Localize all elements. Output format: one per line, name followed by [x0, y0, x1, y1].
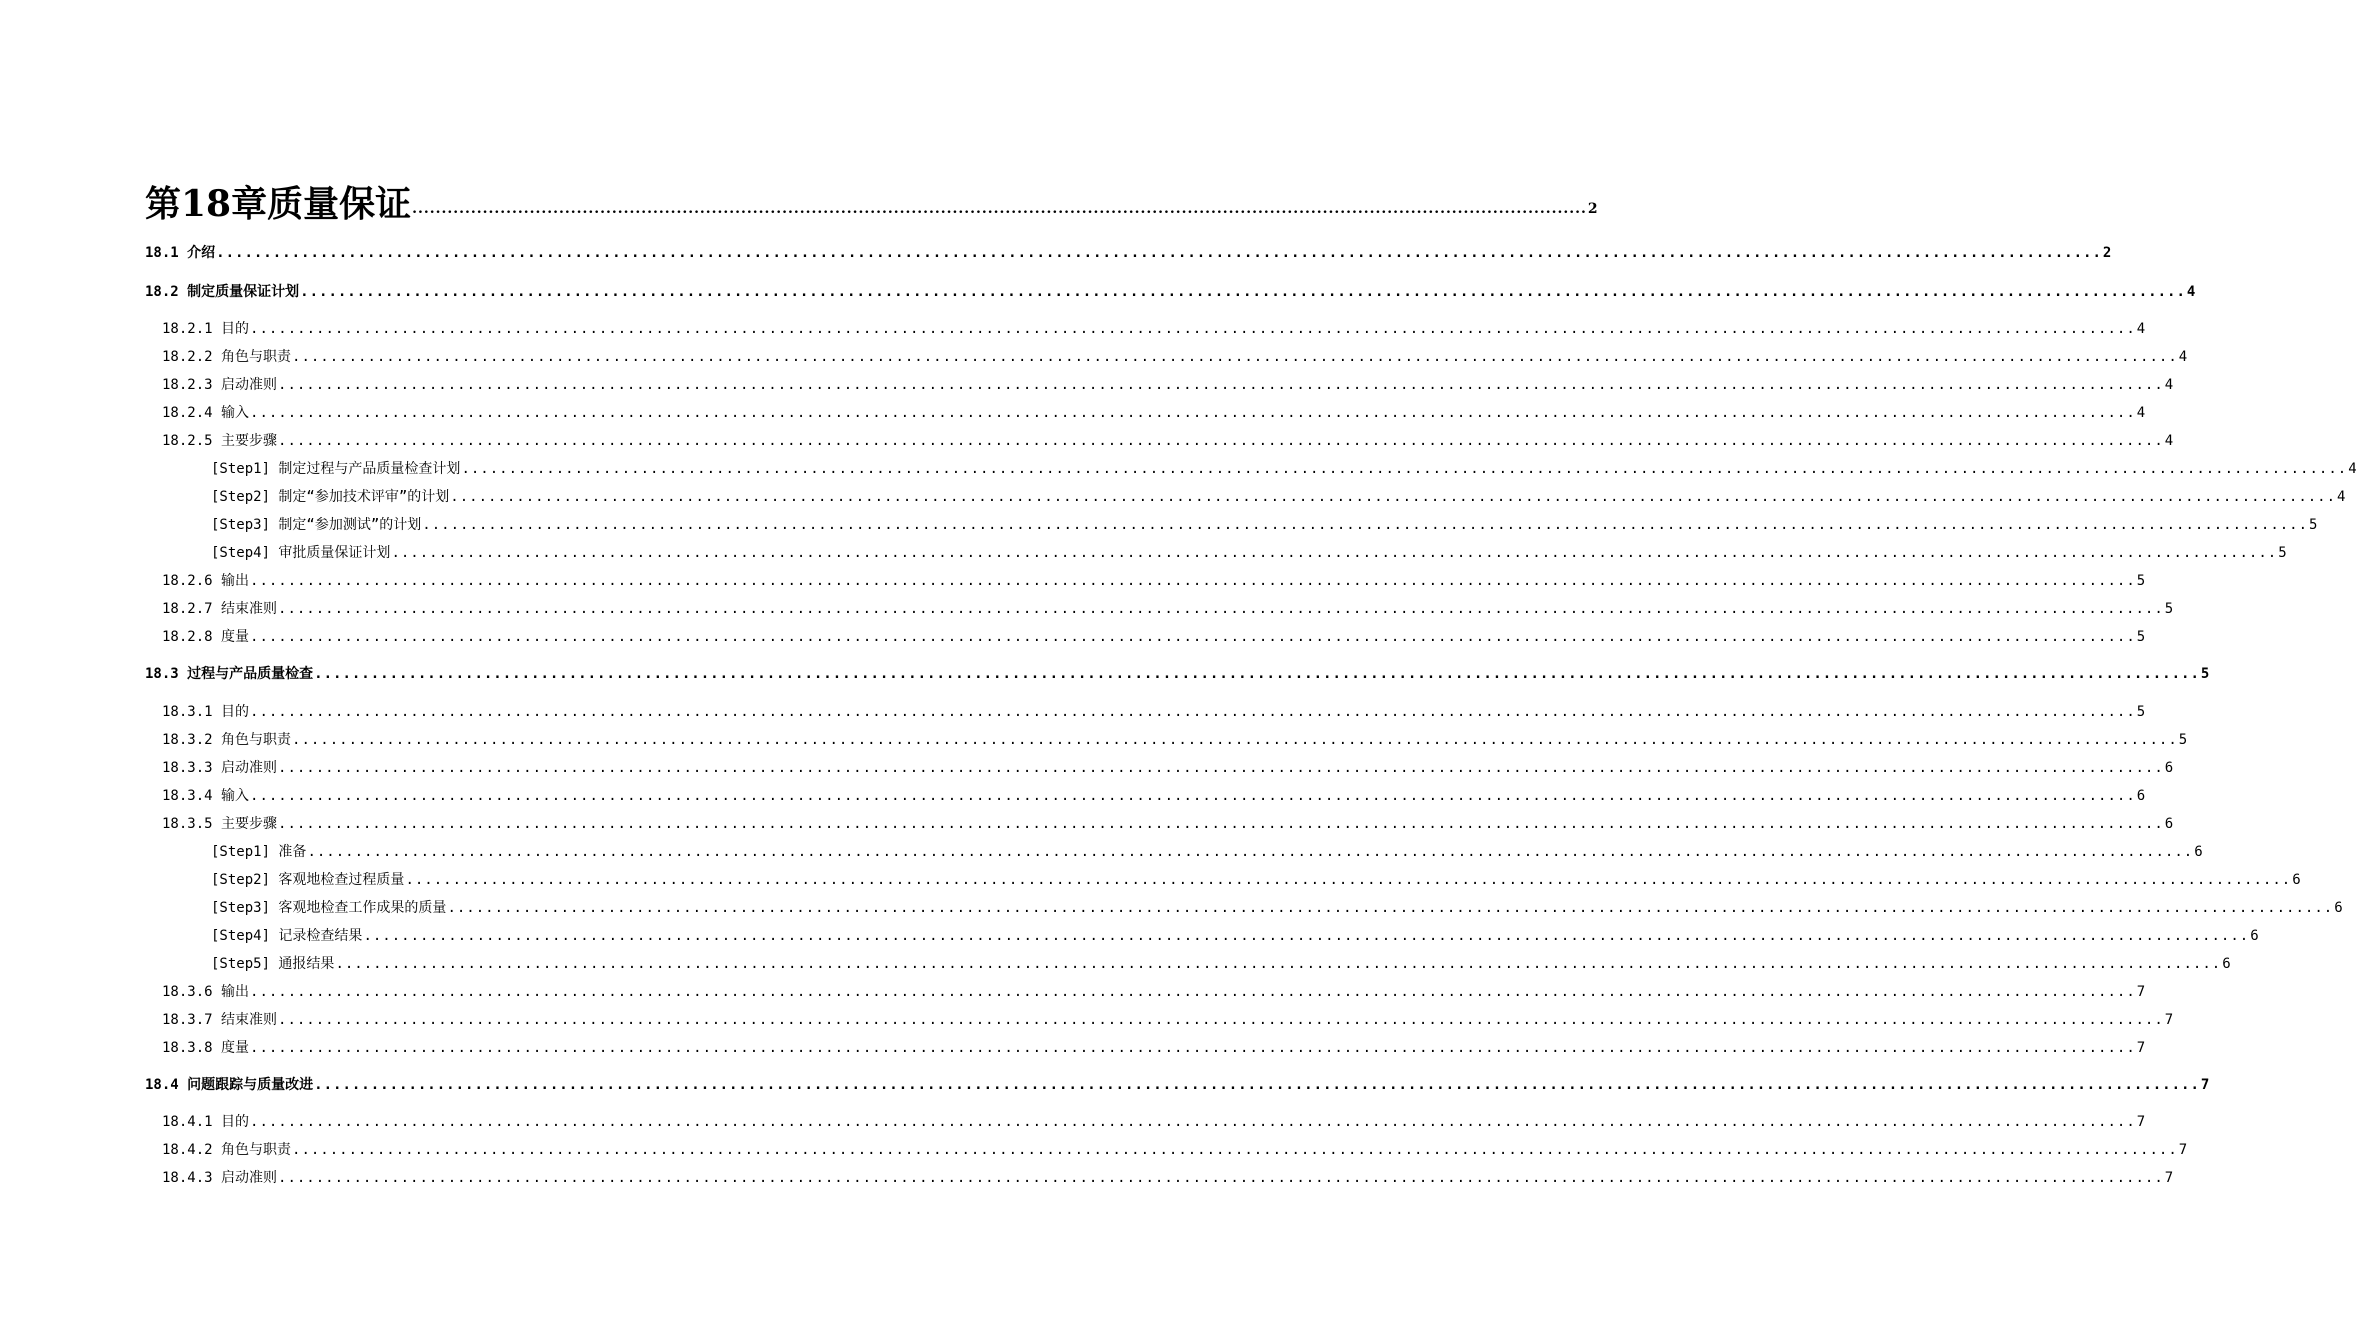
dot-leader: ........................................................................................................................................................................................................ [278, 433, 2164, 449]
dot-leader: ........................................................................................................................................................................................................ [250, 1040, 2136, 1056]
dot-leader: ........................................................................................................................................................................................................ [250, 1114, 2136, 1130]
toc-entry-label: 18.2.8 度量 [162, 629, 250, 645]
toc-entry[interactable] [162, 982, 2146, 1002]
toc-entry-label: 18.3.4 输入 [162, 788, 250, 804]
dot-leader: ........................................................................................................................................................................................................ [314, 1077, 2200, 1093]
dot-leader: ........................................................................................................................................................................................................ [250, 788, 2136, 804]
toc-page-number: 4 [2186, 284, 2196, 300]
toc-entry-label: 18.3.7 结束准则 [162, 1012, 278, 1028]
toc-entry-label: [Step4] 记录检查结果 [211, 928, 363, 944]
dot-leader: ........................................................................................................................................................................................................ [391, 545, 2278, 561]
dot-leader: ........................................................................................................................................................................................................ [461, 461, 2348, 477]
toc-entry-label: 18.1 介绍 [145, 245, 216, 261]
toc-entry[interactable] [211, 487, 2346, 507]
toc-page-number: 4 [2136, 321, 2146, 337]
toc-entry[interactable] [162, 1168, 2174, 1188]
toc-entry-label: 18.3.5 主要步骤 [162, 816, 278, 832]
toc-entry[interactable] [162, 702, 2146, 722]
toc-entry[interactable] [211, 870, 2301, 890]
dot-leader: ........................................................................................................................................................................................................ [422, 517, 2309, 533]
toc-page-number: 7 [2136, 984, 2146, 1000]
toc-entry-label: 18.2.4 输入 [162, 405, 250, 421]
dot-leader: ........................................................................................................................................................................................................ [278, 601, 2164, 617]
toc-page-number: 7 [2200, 1077, 2210, 1093]
toc-entry-label: 18.2.5 主要步骤 [162, 433, 278, 449]
toc-page-number: 7 [2164, 1170, 2174, 1186]
toc-entry-label: 18.3 过程与产品质量检查 [145, 666, 314, 682]
toc-page-number: 4 [2178, 349, 2188, 365]
toc-entry-label: 18.4.1 目的 [162, 1114, 250, 1130]
dot-leader: ........................................................................................................................................................................................................ [405, 872, 2292, 888]
toc-entry-label: [Step4] 审批质量保证计划 [211, 545, 391, 561]
toc-entry[interactable] [162, 1038, 2146, 1058]
toc-page-number: 5 [2164, 601, 2174, 617]
toc-entry[interactable] [145, 282, 2196, 302]
toc-entry-label: [Step2] 制定“参加技术评审”的计划 [211, 489, 450, 505]
toc-page-number: 4 [2136, 405, 2146, 421]
toc-entry-label: 18.4.2 角色与职责 [162, 1142, 292, 1158]
toc-entry[interactable] [162, 375, 2174, 395]
dot-leader: ........................................................................................................................................................................................................ [216, 245, 2102, 261]
toc-entry[interactable] [162, 403, 2146, 423]
toc-entry[interactable] [162, 431, 2174, 451]
toc-entry-label: [Step1] 准备 [211, 844, 307, 860]
toc-entry-label: [Step2] 客观地检查过程质量 [211, 872, 405, 888]
dot-leader: ........................................................................................................................................................................................................ [307, 844, 2194, 860]
toc-entry[interactable] [162, 1010, 2174, 1030]
toc-entry[interactable] [162, 786, 2146, 806]
toc-entry[interactable] [211, 459, 2357, 479]
toc-entry-label: 18.3.2 角色与职责 [162, 732, 292, 748]
toc-entry[interactable] [211, 842, 2203, 862]
toc-page-number: 6 [2164, 760, 2174, 776]
toc-entry-label: 18.3.8 度量 [162, 1040, 250, 1056]
toc-entry-label: 18.3.6 输出 [162, 984, 250, 1000]
toc-page-number: 6 [2222, 956, 2231, 972]
toc-page-number: 4 [2164, 433, 2174, 449]
dot-leader: ........................................................................................................................................................................................................ [250, 321, 2136, 337]
toc-entry[interactable] [162, 1112, 2146, 1132]
dot-leader: ........................................................................................................................................................................................................ [412, 201, 1587, 217]
toc-entry[interactable] [162, 758, 2174, 778]
dot-leader: ........................................................................................................................................................................................................ [447, 900, 2334, 916]
dot-leader: ........................................................................................................................................................................................................ [335, 956, 2222, 972]
toc-entry-label: 18.3.3 启动准则 [162, 760, 278, 776]
toc-entry[interactable] [211, 898, 2343, 918]
toc-entry-label: [Step3] 客观地检查工作成果的质量 [211, 900, 447, 916]
toc-page-number: 6 [2334, 900, 2343, 916]
toc-page-number: 6 [2194, 844, 2203, 860]
dot-leader: ........................................................................................................................................................................................................ [292, 1142, 2178, 1158]
toc-entry[interactable] [162, 814, 2174, 834]
toc-entry-label: 18.2.7 结束准则 [162, 601, 278, 617]
toc-page-number: 6 [2136, 788, 2146, 804]
dot-leader: ........................................................................................................................................................................................................ [278, 760, 2164, 776]
toc-entry-label: 18.2.6 输出 [162, 573, 250, 589]
dot-leader: ........................................................................................................................................................................................................ [250, 984, 2136, 1000]
toc-entry-label: 18.2.2 角色与职责 [162, 349, 292, 365]
dot-leader: ........................................................................................................................................................................................................ [250, 629, 2136, 645]
dot-leader: ........................................................................................................................................................................................................ [250, 704, 2136, 720]
toc-page-number: 7 [2178, 1142, 2188, 1158]
toc-entry[interactable] [145, 183, 1598, 225]
toc-entry-label: 18.4.3 启动准则 [162, 1170, 278, 1186]
toc-entry-label: 18.2.1 目的 [162, 321, 250, 337]
toc-page-number: 6 [2292, 872, 2301, 888]
toc-page-number: 7 [2136, 1040, 2146, 1056]
toc-entry[interactable] [145, 1075, 2210, 1095]
toc-entry[interactable] [162, 347, 2188, 367]
toc-entry[interactable] [162, 1140, 2188, 1160]
toc-entry[interactable] [211, 515, 2318, 535]
dot-leader: ........................................................................................................................................................................................................ [363, 928, 2250, 944]
toc-entry-label: 18.2 制定质量保证计划 [145, 284, 300, 300]
toc-page-number: 5 [2136, 573, 2146, 589]
toc-entry[interactable] [162, 571, 2146, 591]
toc-page-number: 2 [1587, 201, 1598, 217]
toc-entry[interactable] [145, 664, 2210, 684]
toc-entry-label: [Step1] 制定过程与产品质量检查计划 [211, 461, 461, 477]
dot-leader: ........................................................................................................................................................................................................ [278, 816, 2164, 832]
toc-entry[interactable] [211, 543, 2287, 563]
dot-leader: ........................................................................................................................................................................................................ [278, 1170, 2164, 1186]
toc-page-number: 6 [2250, 928, 2259, 944]
toc-entry-label: [Step5] 通报结果 [211, 956, 335, 972]
dot-leader: ........................................................................................................................................................................................................ [292, 732, 2178, 748]
dot-leader: ........................................................................................................................................................................................................ [314, 666, 2200, 682]
dot-leader: ........................................................................................................................................................................................................ [278, 377, 2164, 393]
toc-page-number: 7 [2164, 1012, 2174, 1028]
toc-entry-label: 18.3.1 目的 [162, 704, 250, 720]
dot-leader: ........................................................................................................................................................................................................ [450, 489, 2337, 505]
toc-entry[interactable] [162, 627, 2146, 647]
toc-entry-label: 第18章质量保证 [145, 183, 412, 225]
toc-entry[interactable] [162, 599, 2174, 619]
toc-entry[interactable] [162, 730, 2188, 750]
toc-page-number: 5 [2278, 545, 2287, 561]
toc-entry[interactable] [162, 319, 2146, 339]
dot-leader: ........................................................................................................................................................................................................ [278, 1012, 2164, 1028]
toc-page-number: 4 [2348, 461, 2357, 477]
dot-leader: ........................................................................................................................................................................................................ [292, 349, 2178, 365]
toc-entry[interactable] [145, 243, 2112, 263]
toc-page-number: 5 [2200, 666, 2210, 682]
dot-leader: ........................................................................................................................................................................................................ [250, 405, 2136, 421]
toc-page-number: 5 [2136, 629, 2146, 645]
toc-entry[interactable] [211, 926, 2259, 946]
toc-entry-label: 18.2.3 启动准则 [162, 377, 278, 393]
dot-leader: ........................................................................................................................................................................................................ [300, 284, 2186, 300]
toc-page-number: 5 [2178, 732, 2188, 748]
toc-entry-label: [Step3] 制定“参加测试”的计划 [211, 517, 422, 533]
toc-entry[interactable] [211, 954, 2231, 974]
toc-page-number: 4 [2337, 489, 2346, 505]
toc-page-number: 5 [2136, 704, 2146, 720]
toc-page-number: 6 [2164, 816, 2174, 832]
dot-leader: ........................................................................................................................................................................................................ [250, 573, 2136, 589]
toc-page-number: 5 [2309, 517, 2318, 533]
toc-page-number: 7 [2136, 1114, 2146, 1130]
toc-page-number: 4 [2164, 377, 2174, 393]
toc-entry-label: 18.4 问题跟踪与质量改进 [145, 1077, 314, 1093]
toc-page-number: 2 [2102, 245, 2112, 261]
